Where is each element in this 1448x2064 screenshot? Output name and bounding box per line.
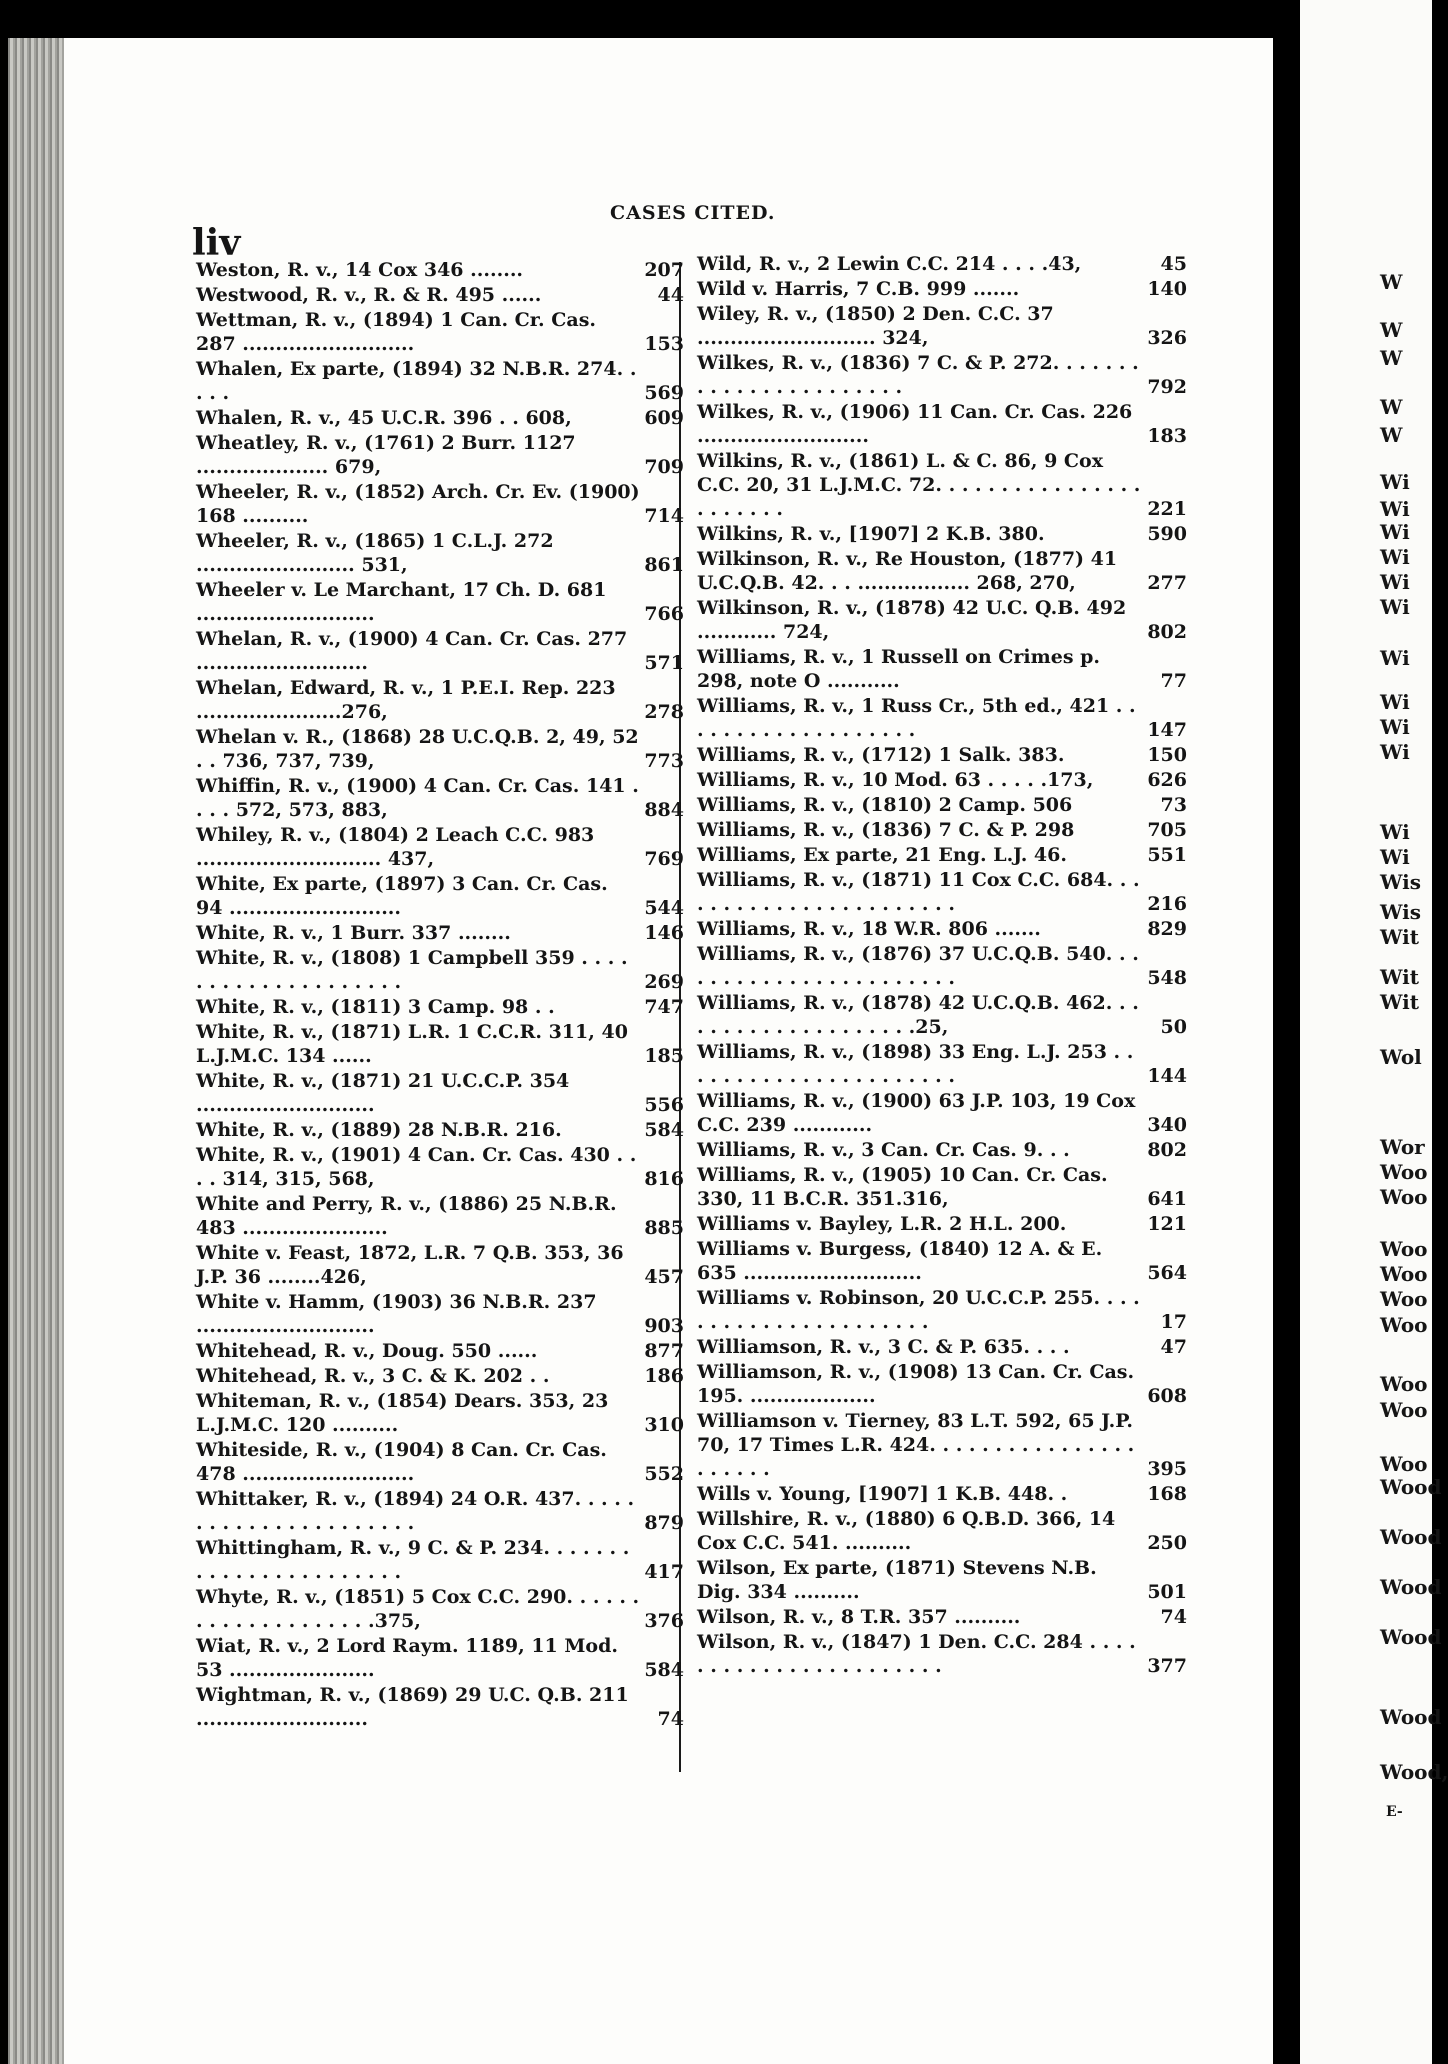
- page-reference: 50: [1160, 1016, 1187, 1038]
- page-reference: 45: [1160, 253, 1187, 275]
- case-entry: [196, 1118, 684, 1142]
- case-citation: Williams v. Bayley, L.R. 2 H.L. 200.: [697, 1213, 1067, 1235]
- case-citation: Wiley, R. v., (1850) 2 Den. C.C. 37 ........................... 324,: [697, 303, 1054, 349]
- case-citation: Williams, Ex parte, 21 Eng. L.J. 46.: [697, 844, 1067, 866]
- case-entry: [196, 1143, 684, 1191]
- case-citation: Williamson, R. v., (1908) 13 Can. Cr. Cas. 195. ...................: [697, 1361, 1135, 1407]
- case-entry: [196, 823, 684, 871]
- page-reference: 310: [644, 1414, 684, 1436]
- page-reference: 816: [644, 1168, 684, 1190]
- case-citation: Whalen, R. v., 45 U.C.R. 396 . . 608,: [196, 407, 572, 429]
- case-entry: [697, 1089, 1187, 1137]
- running-head: CASES CITED.: [610, 202, 776, 224]
- case-entry: [697, 1138, 1187, 1162]
- case-entry: [697, 351, 1187, 399]
- facing-page-fragment: Wi: [1380, 545, 1410, 569]
- case-citation: Willshire, R. v., (1880) 6 Q.B.D. 366, 14 Cox C.C. 541. ..........: [697, 1508, 1116, 1554]
- page-reference: 185: [644, 1045, 684, 1067]
- case-citation: Wilson, R. v., (1847) 1 Den. C.C. 284 . . . . . . . . . . . . . . . . . . . . . . .: [697, 1631, 1136, 1677]
- page-reference: 590: [1147, 523, 1187, 545]
- case-entry: [697, 818, 1187, 842]
- facing-page: [1300, 0, 1448, 2064]
- case-entry: [697, 1630, 1187, 1678]
- facing-page-fragment: Wit: [1380, 965, 1419, 989]
- page-reference: 564: [1147, 1262, 1187, 1284]
- case-entry: [697, 843, 1187, 867]
- page-reference: 278: [644, 701, 684, 723]
- case-citation: Williams, R. v., (1810) 2 Camp. 506: [697, 794, 1073, 816]
- case-citation: Williams, R. v., 10 Mod. 63 . . . . .173,: [697, 769, 1094, 791]
- page-reference: 207: [644, 259, 684, 281]
- facing-page-fragment: Wi: [1380, 570, 1410, 594]
- facing-page-fragment: Woo: [1380, 1160, 1428, 1184]
- case-entry: [196, 1339, 684, 1363]
- case-citation: Williams, R. v., 3 Can. Cr. Cas. 9. . .: [697, 1139, 1070, 1161]
- case-citation: Whelan, Edward, R. v., 1 P.E.I. Rep. 223 ......................276,: [196, 677, 616, 723]
- page-reference: 569: [644, 382, 684, 404]
- page-reference: 74: [657, 1708, 684, 1730]
- case-citation: Williams, R. v., (1905) 10 Can. Cr. Cas. 330, 11 B.C.R. 351.316,: [697, 1164, 1108, 1210]
- case-entry: [697, 547, 1187, 595]
- case-citation: Williams, R. v., (1900) 63 J.P. 103, 19 Cox C.C. 239 ............: [697, 1090, 1136, 1136]
- facing-page-fragment: Wi: [1380, 740, 1410, 764]
- left-column: [196, 258, 684, 1732]
- page-reference: 269: [644, 971, 684, 993]
- case-entry: [697, 1212, 1187, 1236]
- facing-page-fragment: Wi: [1380, 715, 1410, 739]
- facing-page-fragment: W: [1380, 318, 1403, 342]
- case-entry: [196, 283, 684, 307]
- page-reference: 548: [1147, 967, 1187, 989]
- case-citation: Whiffin, R. v., (1900) 4 Can. Cr. Cas. 141 . . . . 572, 573, 883,: [196, 775, 639, 821]
- page-edge: [8, 38, 64, 2064]
- case-entry: [697, 277, 1187, 301]
- case-entry: [697, 1360, 1187, 1408]
- facing-page-fragment: W: [1380, 423, 1403, 447]
- case-entry: [196, 1683, 684, 1731]
- case-entry: [196, 1020, 684, 1068]
- page-reference: 903: [644, 1315, 684, 1337]
- facing-page-fragment: Wi: [1380, 820, 1410, 844]
- case-entry: [196, 774, 684, 822]
- case-citation: Williams, R. v., (1898) 33 Eng. L.J. 253 . . . . . . . . . . . . . . . . . . . . . .: [697, 1041, 1134, 1087]
- case-entry: [196, 995, 684, 1019]
- page-reference: 608: [1147, 1385, 1187, 1407]
- page-reference: 395: [1147, 1458, 1187, 1480]
- case-entry: [697, 793, 1187, 817]
- facing-page-fragment: Wood: [1380, 1705, 1442, 1729]
- facing-page-fragment: Wi: [1380, 646, 1410, 670]
- case-citation: Weston, R. v., 14 Cox 346 ........: [196, 259, 524, 281]
- case-citation: Williams, R. v., (1876) 37 U.C.Q.B. 540. . . . . . . . . . . . . . . . . . . . . . .: [697, 943, 1139, 989]
- case-citation: White, R. v., (1871) 21 U.C.C.P. 354 ...........................: [196, 1070, 570, 1116]
- page-reference: 277: [1147, 572, 1187, 594]
- page-reference: 551: [1147, 844, 1187, 866]
- case-entry: [196, 1389, 684, 1437]
- page-reference: 544: [644, 897, 684, 919]
- facing-page-fragment: W: [1380, 346, 1403, 370]
- page-reference: 153: [644, 333, 684, 355]
- case-entry: [697, 645, 1187, 693]
- case-citation: Whelan, R. v., (1900) 4 Can. Cr. Cas. 277 ..........................: [196, 628, 628, 674]
- case-citation: Wilkes, R. v., (1836) 7 C. & P. 272. . . . . . . . . . . . . . . . . . . . . . .: [697, 352, 1139, 398]
- facing-page-fragment: Wit: [1380, 990, 1419, 1014]
- case-entry: [196, 406, 684, 430]
- case-entry: [196, 1192, 684, 1240]
- right-column: [697, 252, 1187, 1679]
- case-citation: White, R. v., (1811) 3 Camp. 98 . .: [196, 996, 555, 1018]
- page-reference: 73: [1160, 794, 1187, 816]
- page-reference: 769: [644, 848, 684, 870]
- page-reference: 773: [644, 750, 684, 772]
- case-citation: Wheeler, R. v., (1865) 1 C.L.J. 272 ........................ 531,: [196, 530, 554, 576]
- case-entry: [196, 529, 684, 577]
- case-citation: Williams, R. v., (1712) 1 Salk. 383.: [697, 744, 1065, 766]
- case-citation: Williams, R. v., 1 Russ Cr., 5th ed., 421 . . . . . . . . . . . . . . . . . . .: [697, 695, 1136, 741]
- case-entry: [697, 449, 1187, 521]
- page-number: liv: [192, 222, 241, 264]
- case-citation: White, R. v., (1889) 28 N.B.R. 216.: [196, 1119, 562, 1141]
- page-reference: 641: [1147, 1188, 1187, 1210]
- facing-page-fragment: Wood: [1380, 1525, 1442, 1549]
- case-citation: Williams v. Burgess, (1840) 12 A. & E. 635 ...........................: [697, 1238, 1103, 1284]
- facing-page-fragment: Wis: [1380, 900, 1421, 924]
- page-reference: 140: [1147, 278, 1187, 300]
- case-entry: [697, 868, 1187, 916]
- case-citation: Williamson, R. v., 3 C. & P. 635. . . .: [697, 1336, 1070, 1358]
- page-reference: 147: [1147, 719, 1187, 741]
- facing-page-fragment: Wol: [1380, 1045, 1422, 1069]
- case-entry: [196, 1487, 684, 1535]
- case-citation: Westwood, R. v., R. & R. 495 ......: [196, 284, 542, 306]
- case-citation: White v. Feast, 1872, L.R. 7 Q.B. 353, 36 J.P. 36 ........426,: [196, 1242, 624, 1288]
- case-citation: Whittingham, R. v., 9 C. & P. 234. . . . . . . . . . . . . . . . . . . . . . .: [196, 1537, 630, 1583]
- case-entry: [697, 768, 1187, 792]
- case-citation: White, Ex parte, (1897) 3 Can. Cr. Cas. 94 ..........................: [196, 873, 608, 919]
- page-reference: 802: [1147, 621, 1187, 643]
- case-citation: Williamson v. Tierney, 83 L.T. 592, 65 J.P. 70, 17 Times L.R. 424. . . . . . . . . . . . . . . . . . . . . .: [697, 1410, 1135, 1480]
- case-entry: [196, 1536, 684, 1584]
- facing-page-fragment: Wood: [1380, 1575, 1442, 1599]
- page-reference: 829: [1147, 918, 1187, 940]
- page-reference: 44: [657, 284, 684, 306]
- case-entry: [697, 522, 1187, 546]
- case-entry: [196, 357, 684, 405]
- case-entry: [697, 1556, 1187, 1604]
- case-entry: [196, 1438, 684, 1486]
- case-citation: Wiat, R. v., 2 Lord Raym. 1189, 11 Mod. 53 ......................: [196, 1635, 618, 1681]
- page-reference: 709: [644, 456, 684, 478]
- page-reference: 861: [644, 554, 684, 576]
- page-reference: 121: [1147, 1213, 1187, 1235]
- case-entry: [697, 1507, 1187, 1555]
- case-entry: [697, 991, 1187, 1039]
- facing-page-fragment: Woo: [1380, 1237, 1428, 1261]
- case-citation: Whiteside, R. v., (1904) 8 Can. Cr. Cas. 478 ..........................: [196, 1439, 607, 1485]
- case-entry: [196, 1069, 684, 1117]
- case-entry: [697, 743, 1187, 767]
- case-citation: Wilson, Ex parte, (1871) Stevens N.B. Dig. 334 ..........: [697, 1557, 1097, 1603]
- case-citation: Whiteman, R. v., (1854) Dears. 353, 23 L.J.M.C. 120 ..........: [196, 1390, 609, 1436]
- case-citation: Wills v. Young, [1907] 1 K.B. 448. .: [697, 1483, 1068, 1505]
- case-citation: Whyte, R. v., (1851) 5 Cox C.C. 290. . . . . . . . . . . . . . . . . . . .375,: [196, 1586, 640, 1632]
- page-reference: 150: [1147, 744, 1187, 766]
- case-citation: Wheatley, R. v., (1761) 2 Burr. 1127 .................... 679,: [196, 432, 576, 478]
- facing-page-fragment: Wi: [1380, 497, 1410, 521]
- page-reference: 609: [644, 407, 684, 429]
- page-reference: 377: [1147, 1655, 1187, 1677]
- facing-page-fragment: Wi: [1380, 690, 1410, 714]
- case-citation: White and Perry, R. v., (1886) 25 N.B.R. 483 ......................: [196, 1193, 617, 1239]
- case-entry: [697, 1286, 1187, 1334]
- facing-page-fragment: Wi: [1380, 470, 1410, 494]
- page-reference: 144: [1147, 1065, 1187, 1087]
- page-reference: 216: [1147, 893, 1187, 915]
- case-entry: [697, 400, 1187, 448]
- case-citation: Wettman, R. v., (1894) 1 Can. Cr. Cas. 287 ..........................: [196, 309, 597, 355]
- facing-page-fragment: Wis: [1380, 870, 1421, 894]
- page-reference: 556: [644, 1094, 684, 1116]
- facing-page-fragment: Wit: [1380, 925, 1419, 949]
- page-reference: 571: [644, 652, 684, 674]
- case-citation: Whelan v. R., (1868) 28 U.C.Q.B. 2, 49, 52 . . 736, 737, 739,: [196, 726, 639, 772]
- case-entry: [196, 676, 684, 724]
- page-reference: 146: [644, 922, 684, 944]
- page-reference: 221: [1147, 498, 1187, 520]
- page-reference: 376: [644, 1610, 684, 1632]
- page-reference: 326: [1147, 327, 1187, 349]
- page-reference: 183: [1147, 425, 1187, 447]
- facing-page-fragment: Woo: [1380, 1185, 1428, 1209]
- case-citation: Williams, R. v., 1 Russell on Crimes p. 298, note O ...........: [697, 646, 1101, 692]
- case-citation: Wightman, R. v., (1869) 29 U.C. Q.B. 211 ..........................: [196, 1684, 629, 1730]
- case-entry: [196, 578, 684, 626]
- page-reference: 877: [644, 1340, 684, 1362]
- case-citation: Williams, R. v., (1836) 7 C. & P. 298: [697, 819, 1075, 841]
- case-entry: [196, 872, 684, 920]
- case-entry: [697, 917, 1187, 941]
- page-reference: 792: [1147, 376, 1187, 398]
- case-entry: [196, 308, 684, 356]
- case-citation: Whittaker, R. v., (1894) 24 O.R. 437. . . . . . . . . . . . . . . . . . . . . .: [196, 1488, 635, 1534]
- case-citation: White, R. v., 1 Burr. 337 ........: [196, 922, 511, 944]
- case-entry: [196, 1364, 684, 1388]
- facing-page-fragment: Woo: [1380, 1452, 1428, 1476]
- case-citation: Wilkinson, R. v., (1878) 42 U.C. Q.B. 492 ............ 724,: [697, 597, 1127, 643]
- page-reference: 501: [1147, 1581, 1187, 1603]
- page-reference: 250: [1147, 1532, 1187, 1554]
- page-reference: 186: [644, 1365, 684, 1387]
- facing-page-fragment: Woo: [1380, 1287, 1428, 1311]
- facing-page-fragment: Wi: [1380, 520, 1410, 544]
- case-entry: [196, 258, 684, 282]
- case-entry: [697, 694, 1187, 742]
- case-entry: [697, 1237, 1187, 1285]
- page-reference: 77: [1160, 670, 1187, 692]
- case-citation: Wilkins, R. v., (1861) L. & C. 86, 9 Cox C.C. 20, 31 L.J.M.C. 72. . . . . . . . . . . . . . . . . . . . . . .: [697, 450, 1141, 520]
- facing-page-fragment: W: [1380, 270, 1403, 294]
- case-entry: [697, 1040, 1187, 1088]
- case-entry: [196, 1241, 684, 1289]
- case-entry: [697, 942, 1187, 990]
- page-reference: 705: [1147, 819, 1187, 841]
- case-entry: [697, 302, 1187, 350]
- case-entry: [196, 725, 684, 773]
- facing-page-fragment: Wood: [1380, 1475, 1442, 1499]
- case-citation: White v. Hamm, (1903) 36 N.B.R. 237 ...........................: [196, 1291, 597, 1337]
- page-reference: 17: [1160, 1311, 1187, 1333]
- case-citation: Williams, R. v., (1871) 11 Cox C.C. 684. . . . . . . . . . . . . . . . . . . . . . .: [697, 869, 1140, 915]
- page-reference: 885: [644, 1217, 684, 1239]
- case-entry: [196, 1634, 684, 1682]
- case-entry: [697, 1335, 1187, 1359]
- case-citation: Wilkinson, R. v., Re Houston, (1877) 41 U.C.Q.B. 42. . . ................. 268, 270,: [697, 548, 1118, 594]
- case-entry: [697, 1409, 1187, 1481]
- facing-page-fragment: E-: [1386, 1804, 1403, 1820]
- case-citation: White, R. v., (1901) 4 Can. Cr. Cas. 430 . . . . 314, 315, 568,: [196, 1144, 637, 1190]
- case-citation: Whalen, Ex parte, (1894) 32 N.B.R. 274. . . . .: [196, 358, 637, 404]
- page-reference: 168: [1147, 1483, 1187, 1505]
- case-entry: [196, 480, 684, 528]
- facing-page-fragment: Wi: [1380, 595, 1410, 619]
- facing-page-fragment: Woo: [1380, 1262, 1428, 1286]
- case-entry: [196, 1585, 684, 1633]
- case-citation: Whitehead, R. v., Doug. 550 ......: [196, 1340, 538, 1362]
- case-citation: Wild, R. v., 2 Lewin C.C. 214 . . . .43,: [697, 253, 1082, 275]
- case-citation: Williams, R. v., (1878) 42 U.C.Q.B. 462. . . . . . . . . . . . . . . . . . . .25,: [697, 992, 1139, 1038]
- case-citation: White, R. v., (1808) 1 Campbell 359 . . . . . . . . . . . . . . . . . . . .: [196, 947, 628, 993]
- facing-page-fragment: Woo: [1380, 1372, 1428, 1396]
- page-reference: 714: [644, 505, 684, 527]
- case-citation: Wilkes, R. v., (1906) 11 Can. Cr. Cas. 226 ..........................: [697, 401, 1133, 447]
- case-entry: [697, 1163, 1187, 1211]
- case-citation: Wilkins, R. v., [1907] 2 K.B. 380.: [697, 523, 1045, 545]
- page-reference: 74: [1160, 1606, 1187, 1628]
- facing-page-fragment: Wood: [1380, 1625, 1442, 1649]
- page-reference: 766: [644, 603, 684, 625]
- facing-page-fragment: Wi: [1380, 845, 1410, 869]
- case-entry: [697, 1482, 1187, 1506]
- case-citation: Wheeler v. Le Marchant, 17 Ch. D. 681 ...........................: [196, 579, 607, 625]
- page-reference: 584: [644, 1659, 684, 1681]
- case-entry: [196, 431, 684, 479]
- page-reference: 340: [1147, 1114, 1187, 1136]
- case-entry: [697, 1605, 1187, 1629]
- case-citation: White, R. v., (1871) L.R. 1 C.C.R. 311, 40 L.J.M.C. 134 ......: [196, 1021, 628, 1067]
- case-citation: Whiley, R. v., (1804) 2 Leach C.C. 983 ............................ 437,: [196, 824, 595, 870]
- page-reference: 802: [1147, 1139, 1187, 1161]
- facing-page-fragment: Woo: [1380, 1398, 1428, 1422]
- facing-page-fragment: W: [1380, 395, 1403, 419]
- case-entry: [196, 1290, 684, 1338]
- case-citation: Wild v. Harris, 7 C.B. 999 .......: [697, 278, 1020, 300]
- case-entry: [196, 627, 684, 675]
- page-reference: 47: [1160, 1336, 1187, 1358]
- page-reference: 884: [644, 799, 684, 821]
- page-reference: 417: [644, 1561, 684, 1583]
- case-entry: [196, 921, 684, 945]
- case-entry: [697, 252, 1187, 276]
- page-reference: 584: [644, 1119, 684, 1141]
- facing-page-fragment: Wor: [1380, 1135, 1425, 1159]
- case-entry: [697, 596, 1187, 644]
- case-entry: [196, 946, 684, 994]
- page-reference: 552: [644, 1463, 684, 1485]
- page-reference: 879: [644, 1512, 684, 1534]
- page-reference: 457: [644, 1266, 684, 1288]
- page-reference: 747: [644, 996, 684, 1018]
- page-reference: 626: [1147, 769, 1187, 791]
- case-citation: Williams v. Robinson, 20 U.C.C.P. 255. . . . . . . . . . . . . . . . . . . . . .: [697, 1287, 1140, 1333]
- case-citation: Whitehead, R. v., 3 C. & K. 202 . .: [196, 1365, 550, 1387]
- facing-page-fragment: Wood,: [1380, 1760, 1448, 1784]
- case-citation: Williams, R. v., 18 W.R. 806 .......: [697, 918, 1041, 940]
- facing-page-fragment: Woo: [1380, 1313, 1428, 1337]
- case-citation: Wilson, R. v., 8 T.R. 357 ..........: [697, 1606, 1021, 1628]
- case-citation: Wheeler, R. v., (1852) Arch. Cr. Ev. (1900) 168 ..........: [196, 481, 640, 527]
